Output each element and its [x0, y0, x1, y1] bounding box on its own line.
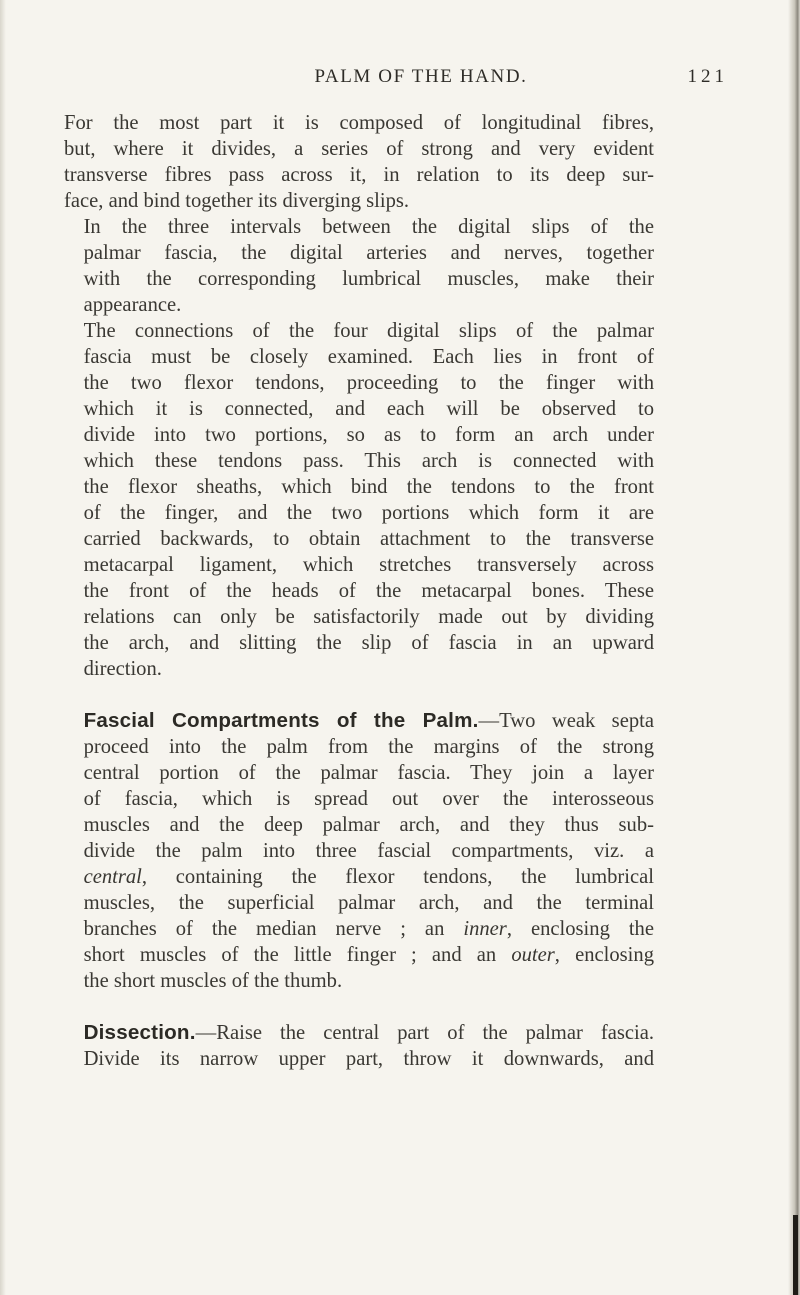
text-line: the flexor sheaths, which bind the tendons to the front: [83, 476, 654, 498]
text-line: The connections of the four digital slips of the palmar: [83, 320, 654, 342]
text-run: , containing the flexor tendons, the lumbrical: [141, 866, 654, 888]
paragraph-dissection: [64, 1020, 654, 1072]
text-line: the two flexor tendons, proceeding to the finger with: [83, 372, 654, 394]
text-line: divide the palm into three fascial compartments, viz. a: [83, 840, 654, 862]
paragraph-fascial-compartments: [64, 708, 654, 994]
text-line: central portion of the palmar fascia. They join a layer: [83, 762, 654, 784]
italic-term-outer: outer: [511, 944, 555, 966]
text-line: fascia must be closely examined. Each lies in front of: [83, 346, 654, 368]
text-run: —Raise the central part of the palmar fascia.: [195, 1022, 654, 1044]
text-run: short muscles of the little finger ; and an: [83, 944, 512, 966]
text-line: [64, 864, 654, 890]
running-title: PALM OF THE HAND.: [314, 66, 528, 87]
text-line: palmar fascia, the digital arteries and nerves, together: [83, 242, 654, 264]
text-line: direction.: [83, 658, 162, 680]
text-line: For the most part it is composed of longitudinal fibres,: [64, 112, 654, 134]
text-run: , enclosing: [554, 944, 654, 966]
text-line: but, where it divides, a series of strong and very evident: [64, 138, 654, 160]
text-line: metacarpal ligament, which stretches transversely across: [83, 554, 654, 576]
text-line: [64, 1020, 654, 1046]
text-line: proceed into the palm from the margins of the strong: [83, 736, 654, 758]
page-left-edge: [0, 0, 6, 1295]
text-line: appearance.: [83, 294, 182, 316]
italic-term-central: central: [83, 866, 142, 888]
italic-term-inner: inner: [463, 918, 507, 940]
text-run: , enclosing the: [506, 918, 654, 940]
text-line: transverse fibres pass across it, in relation to its deep sur-: [64, 164, 654, 186]
text-line: [64, 916, 654, 942]
paragraph-3: [64, 318, 654, 682]
section-heading-fascial-compartments: Fascial Compartments of the Palm.: [83, 709, 479, 732]
text-run: branches of the median nerve ; an: [83, 918, 464, 940]
text-line: which these tendons pass. This arch is connected with: [83, 450, 654, 472]
text-line: divide into two portions, so as to form an arch under: [83, 424, 654, 446]
body-text: [64, 110, 654, 1072]
text-line: carried backwards, to obtain attachment to the transverse: [83, 528, 654, 550]
text-line: with the corresponding lumbrical muscles, make their: [83, 268, 654, 290]
text-line: [64, 942, 654, 968]
text-line: muscles and the deep palmar arch, and they thus sub-: [83, 814, 654, 836]
text-run: —Two weak septa: [478, 710, 654, 732]
text-line: muscles, the superficial palmar arch, and the terminal: [83, 892, 654, 914]
paragraph-2: [64, 214, 654, 318]
text-line: of fascia, which is spread out over the interosseous: [83, 788, 654, 810]
page-number: 121: [687, 66, 728, 87]
text-line: the front of the heads of the metacarpal bones. These: [83, 580, 654, 602]
page-right-edge: [788, 0, 800, 1295]
text-line: Divide its narrow upper part, throw it downwards, and: [83, 1048, 654, 1070]
text-line: relations can only be satisfactorily made out by dividing: [83, 606, 654, 628]
page-edge-mark: [793, 1215, 798, 1295]
page-header: [64, 66, 778, 92]
text-line: the short muscles of the thumb.: [83, 970, 343, 992]
paragraph-1: [64, 110, 654, 214]
text-line: In the three intervals between the digital slips of the: [83, 216, 654, 238]
text-line: face, and bind together its diverging slips.: [64, 190, 410, 212]
text-line: [64, 708, 654, 734]
section-heading-dissection: Dissection.: [83, 1021, 196, 1044]
text-line: the arch, and slitting the slip of fascia in an upward: [83, 632, 654, 654]
text-line: of the finger, and the two portions which form it are: [83, 502, 654, 524]
text-line: which it is connected, and each will be observed to: [83, 398, 654, 420]
